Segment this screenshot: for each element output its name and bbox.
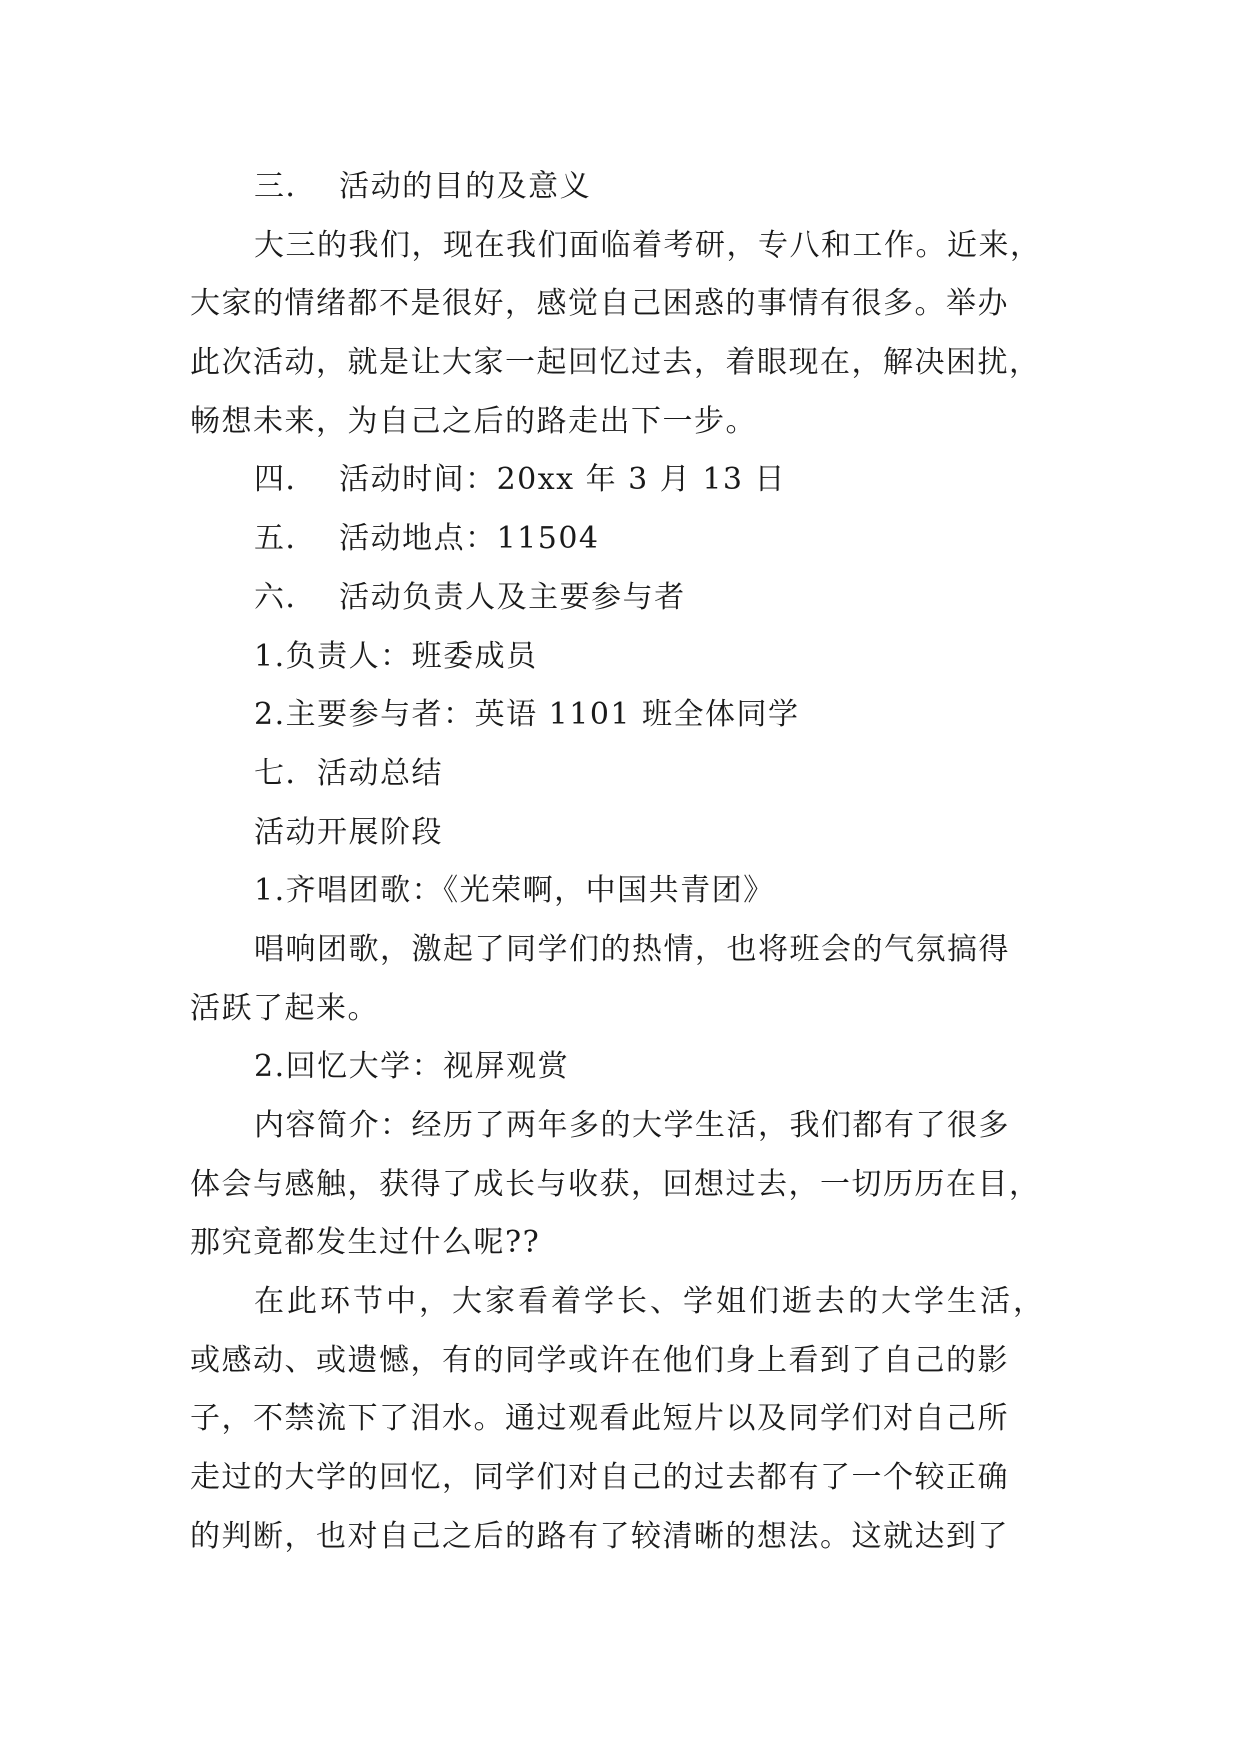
paragraph-line: 大家的情绪都不是很好，感觉自己困惑的事情有很多。举办	[190, 286, 1009, 322]
paragraph-line: 或感动、或遗憾，有的同学或许在他们身上看到了自己的影	[190, 1342, 1009, 1378]
heading-participants: 六． 活动负责人及主要参与者	[254, 579, 686, 615]
list-item: 2.主要参与者：英语 1101 班全体同学	[254, 697, 800, 733]
subheading-stage: 活动开展阶段	[254, 814, 443, 850]
paragraph-line: 畅想未来，为自己之后的路走出下一步。	[190, 403, 757, 439]
heading-summary: 七．活动总结	[254, 755, 443, 791]
paragraph-line: 在此环节中，大家看着学长、学姐们逝去的大学生活，	[254, 1284, 1046, 1320]
document-body	[190, 158, 1060, 1567]
paragraph-line: 体会与感触，获得了成长与收获，回想过去，一切历历在目，	[190, 1166, 1041, 1202]
paragraph-line: 唱响团歌，激起了同学们的热情，也将班会的气氛搞得	[254, 931, 1010, 967]
heading-location: 五． 活动地点：11504	[254, 521, 600, 557]
paragraph-line: 大三的我们，现在我们面临着考研，专八和工作。近来，	[254, 227, 1042, 263]
paragraph-line: 此次活动，就是让大家一起回忆过去，着眼现在，解决困扰，	[190, 345, 1041, 381]
paragraph-line: 活跃了起来。	[190, 990, 379, 1026]
list-item: 2.回忆大学：视屏观赏	[254, 1049, 570, 1085]
paragraph-line: 的判断，也对自己之后的路有了较清晰的想法。这就达到了	[190, 1518, 1009, 1554]
list-item: 1.齐唱团歌：《光荣啊，中国共青团》	[254, 873, 775, 909]
paragraph-line: 子，不禁流下了泪水。通过观看此短片以及同学们对自己所	[190, 1401, 1009, 1437]
heading-time: 四． 活动时间：20xx 年 3 月 13 日	[254, 462, 787, 498]
list-item: 1.负责人：班委成员	[254, 638, 538, 674]
paragraph-line: 走过的大学的回忆，同学们对自己的过去都有了一个较正确	[190, 1460, 1009, 1496]
paragraph-line: 内容简介：经历了两年多的大学生活，我们都有了很多	[254, 1108, 1010, 1143]
paragraph-line: 那究竟都发生过什么呢??	[190, 1225, 541, 1261]
heading-purpose: 三． 活动的目的及意义	[254, 169, 592, 204]
